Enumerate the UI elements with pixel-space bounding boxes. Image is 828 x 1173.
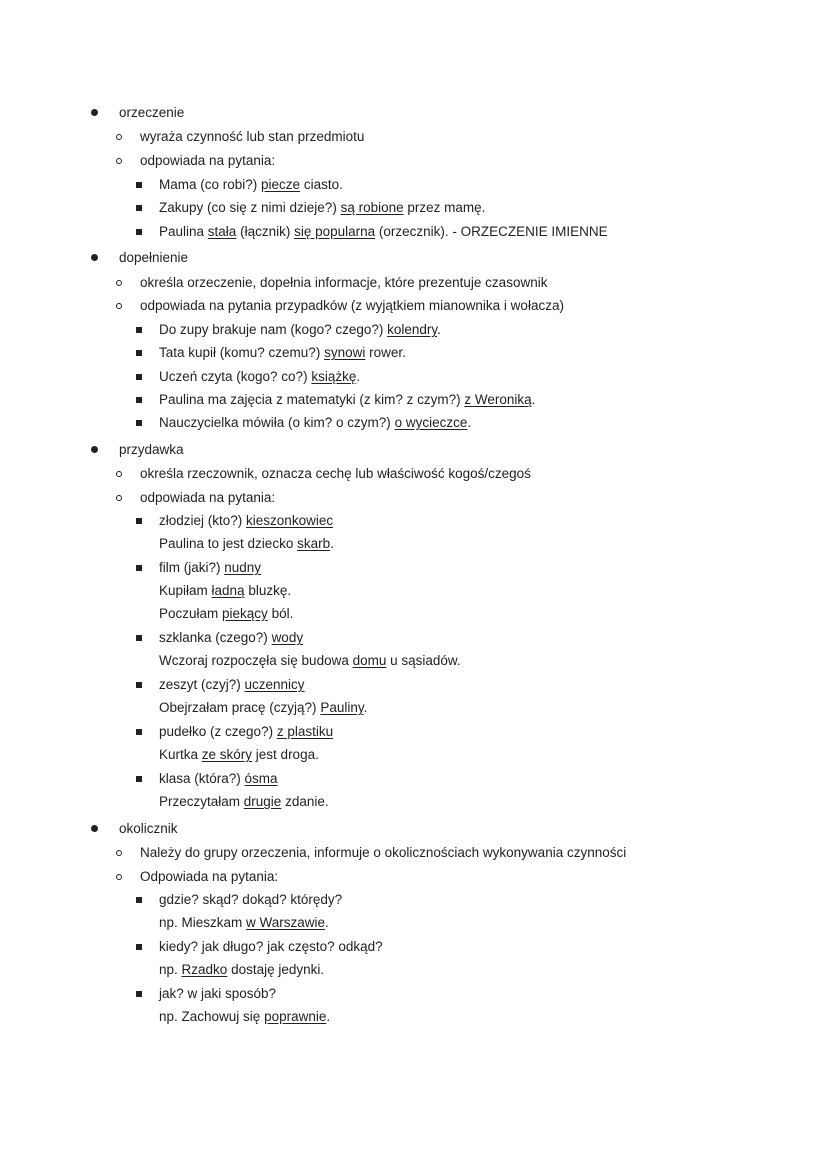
bullet-circle-icon [116,464,122,482]
example-line: Tata kupił (komu? czemu?) synowi rower. [159,345,406,360]
section-title: orzeczenie [119,105,185,120]
question-line: złodziej (kto?) kieszonkowiec [159,513,334,528]
point-text: określa orzeczenie, dopełnia informacje, które prezentuje czasownik [140,275,548,290]
bullet-circle-icon [116,151,122,169]
bullet-square-icon [136,511,142,529]
example-line: np. Mieszkam w Warszawie. [159,915,329,930]
question-line: kiedy? jak długo? jak często? odkąd? [159,939,383,954]
bullet-circle-icon [116,296,122,314]
example-line: Kupiłam ładną bluzkę. [159,583,292,598]
bullet-square-icon [136,628,142,646]
point-text: określa rzeczownik, oznacza cechę lub właściwość kogoś/czegoś [140,466,531,481]
bullet-circle-icon [116,843,122,861]
example-line: Wczoraj rozpoczęła się budowa domu u sąsiadów. [159,653,461,668]
question-line: klasa (która?) ósma [159,771,278,786]
bullet-dot-icon [91,103,98,121]
example-line: Mama (co robi?) piecze ciasto. [159,177,343,192]
bullet-circle-icon [116,867,122,885]
bullet-dot-icon [91,440,98,458]
example-line: Nauczycielka mówiła (o kim? o czym?) o wycieczce. [159,415,472,430]
question-line: gdzie? skąd? dokąd? którędy? [159,892,343,907]
example-line: Paulina to jest dziecko skarb. [159,536,334,551]
example-line: Paulina stała (łącznik) się popularna (orzecznik). - ORZECZENIE IMIENNE [159,224,608,239]
bullet-square-icon [136,769,142,787]
bullet-square-icon [136,320,142,338]
bullet-square-icon [136,222,142,240]
point-text: odpowiada na pytania: [140,490,276,505]
bullet-circle-icon [116,488,122,506]
question-line: pudełko (z czego?) z plastiku [159,724,334,739]
question-line: zeszyt (czyj?) uczennicy [159,677,305,692]
point-text: odpowiada na pytania: [140,153,276,168]
bullet-square-icon [136,675,142,693]
example-line: Poczułam piekący ból. [159,606,294,621]
bullet-dot-icon [91,248,98,266]
bullet-square-icon [136,890,142,908]
bullet-square-icon [136,984,142,1002]
point-text: Należy do grupy orzeczenia, informuje o okolicznościach wykonywania czynności [140,845,627,860]
example-line: Uczeń czyta (kogo? co?) książkę. [159,369,361,384]
example-line: Przeczytałam drugie zdanie. [159,794,329,809]
bullet-square-icon [136,722,142,740]
example-line: Obejrzałam pracę (czyją?) Pauliny. [159,700,368,715]
point-text: wyraża czynność lub stan przedmiotu [140,129,365,144]
point-text: Odpowiada na pytania: [140,869,279,884]
bullet-dot-icon [91,819,98,837]
bullet-square-icon [136,413,142,431]
bullet-circle-icon [116,127,122,145]
example-line: Kurtka ze skóry jest droga. [159,747,319,762]
example-line: Do zupy brakuje nam (kogo? czego?) kolendry. [159,322,441,337]
bullet-square-icon [136,937,142,955]
bullet-circle-icon [116,273,122,291]
question-line: jak? w jaki sposób? [159,986,277,1001]
question-line: film (jaki?) nudny [159,560,262,575]
section-title: okolicznik [119,821,178,836]
section-title: dopełnienie [119,250,189,265]
example-line: np. Rzadko dostaję jedynki. [159,962,325,977]
bullet-square-icon [136,175,142,193]
bullet-square-icon [136,198,142,216]
example-line: np. Zachowuj się poprawnie. [159,1009,331,1024]
question-line: szklanka (czego?) wody [159,630,304,645]
section-title: przydawka [119,442,184,457]
point-text: odpowiada na pytania przypadków (z wyjątkiem mianownika i wołacza) [140,298,564,313]
example-line: Paulina ma zajęcia z matematyki (z kim? z czym?) z Weroniką. [159,392,536,407]
bullet-square-icon [136,343,142,361]
bullet-square-icon [136,558,142,576]
bullet-square-icon [136,390,142,408]
example-line: Zakupy (co się z nimi dzieje?) są robione przez mamę. [159,200,486,215]
bullet-square-icon [136,367,142,385]
